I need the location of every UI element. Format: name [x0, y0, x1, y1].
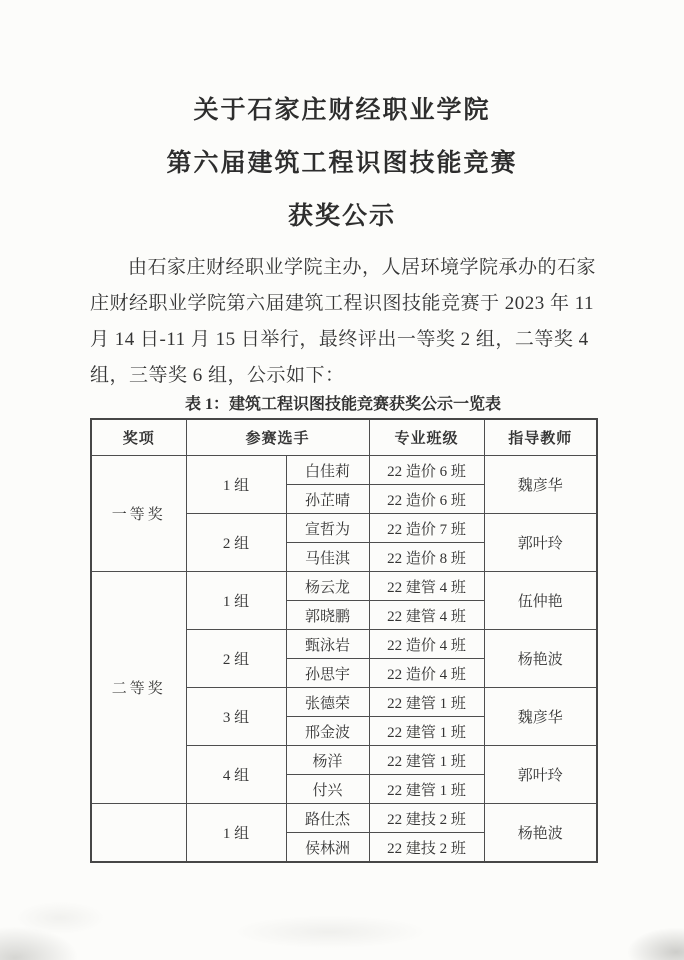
body-text-line-4: 组，三等奖 6 组，公示如下：: [90, 365, 345, 386]
class-cell: 22 建管 1 班: [369, 746, 484, 775]
teacher-cell: 郭叶玲: [484, 514, 597, 572]
class-cell: 22 造价 4 班: [369, 630, 484, 659]
award-cell: 一等奖: [91, 456, 186, 572]
document-title-line-3: 获奖公示: [287, 202, 396, 230]
group-cell: 2 组: [186, 514, 286, 572]
document-content: [90, 250, 596, 863]
class-cell: 22 建管 1 班: [369, 775, 484, 804]
contestant-name-cell: 付兴: [286, 775, 369, 804]
award-cell: [91, 804, 186, 863]
class-cell: 22 建技 2 班: [369, 804, 484, 833]
teacher-cell: 郭叶玲: [484, 746, 597, 804]
award-cell: 二等奖: [91, 572, 186, 804]
group-cell: 2 组: [186, 630, 286, 688]
contestant-name-cell: 侯林洲: [286, 833, 369, 863]
group-cell: 3 组: [186, 688, 286, 746]
table-row: [91, 572, 597, 601]
class-cell: 22 造价 4 班: [369, 659, 484, 688]
contestant-name-cell: 杨云龙: [286, 572, 369, 601]
class-cell: 22 造价 6 班: [369, 456, 484, 485]
header-teacher: 指导教师: [484, 419, 597, 456]
contestant-name-cell: 宣哲为: [286, 514, 369, 543]
class-cell: 22 建管 1 班: [369, 717, 484, 746]
contestant-name-cell: 路仕杰: [286, 804, 369, 833]
contestant-name-cell: 甄泳岩: [286, 630, 369, 659]
class-cell: 22 建管 1 班: [369, 688, 484, 717]
teacher-cell: 杨艳波: [484, 804, 597, 863]
class-cell: 22 造价 6 班: [369, 485, 484, 514]
contestant-name-cell: 邢金波: [286, 717, 369, 746]
teacher-cell: 魏彦华: [484, 688, 597, 746]
contestant-name-cell: 孙芷晴: [286, 485, 369, 514]
awards-table-body: [91, 456, 597, 863]
document-title-line-2: 第六届建筑工程识图技能竞赛: [166, 149, 518, 177]
table-header-row: [91, 419, 597, 456]
contestant-name-cell: 孙思宇: [286, 659, 369, 688]
body-paragraph: [90, 250, 596, 394]
class-cell: 22 建技 2 班: [369, 833, 484, 863]
contestant-name-cell: 郭晓鹏: [286, 601, 369, 630]
table-row: [91, 456, 597, 485]
teacher-cell: 伍仲艳: [484, 572, 597, 630]
header-contestants: 参赛选手: [186, 419, 369, 456]
table-caption: 表 1：建筑工程识图技能竞赛获奖公示一览表: [184, 396, 501, 413]
group-cell: 1 组: [186, 456, 286, 514]
body-text-line-3: 月 14 日-11 月 15 日举行，最终评出一等奖 2 组，二等奖 4: [90, 329, 589, 350]
header-award: 奖项: [91, 419, 186, 456]
contestant-name-cell: 杨洋: [286, 746, 369, 775]
group-cell: 4 组: [186, 746, 286, 804]
table-row: [91, 804, 597, 833]
document-title: [0, 0, 684, 243]
body-text-line-1: 由石家庄财经职业学院主办，人居环境学院承办的石家: [128, 257, 597, 278]
header-class: 专业班级: [369, 419, 484, 456]
class-cell: 22 建管 4 班: [369, 601, 484, 630]
body-text-line-2: 庄财经职业学院第六届建筑工程识图技能竞赛于 2023 年 11: [90, 293, 595, 314]
class-cell: 22 造价 8 班: [369, 543, 484, 572]
group-cell: 1 组: [186, 572, 286, 630]
document-title-line-1: 关于石家庄财经职业学院: [193, 96, 491, 124]
class-cell: 22 造价 7 班: [369, 514, 484, 543]
awards-table: [90, 418, 598, 863]
teacher-cell: 杨艳波: [484, 630, 597, 688]
class-cell: 22 建管 4 班: [369, 572, 484, 601]
contestant-name-cell: 张德荣: [286, 688, 369, 717]
contestant-name-cell: 马佳淇: [286, 543, 369, 572]
group-cell: 1 组: [186, 804, 286, 863]
contestant-name-cell: 白佳莉: [286, 456, 369, 485]
teacher-cell: 魏彦华: [484, 456, 597, 514]
